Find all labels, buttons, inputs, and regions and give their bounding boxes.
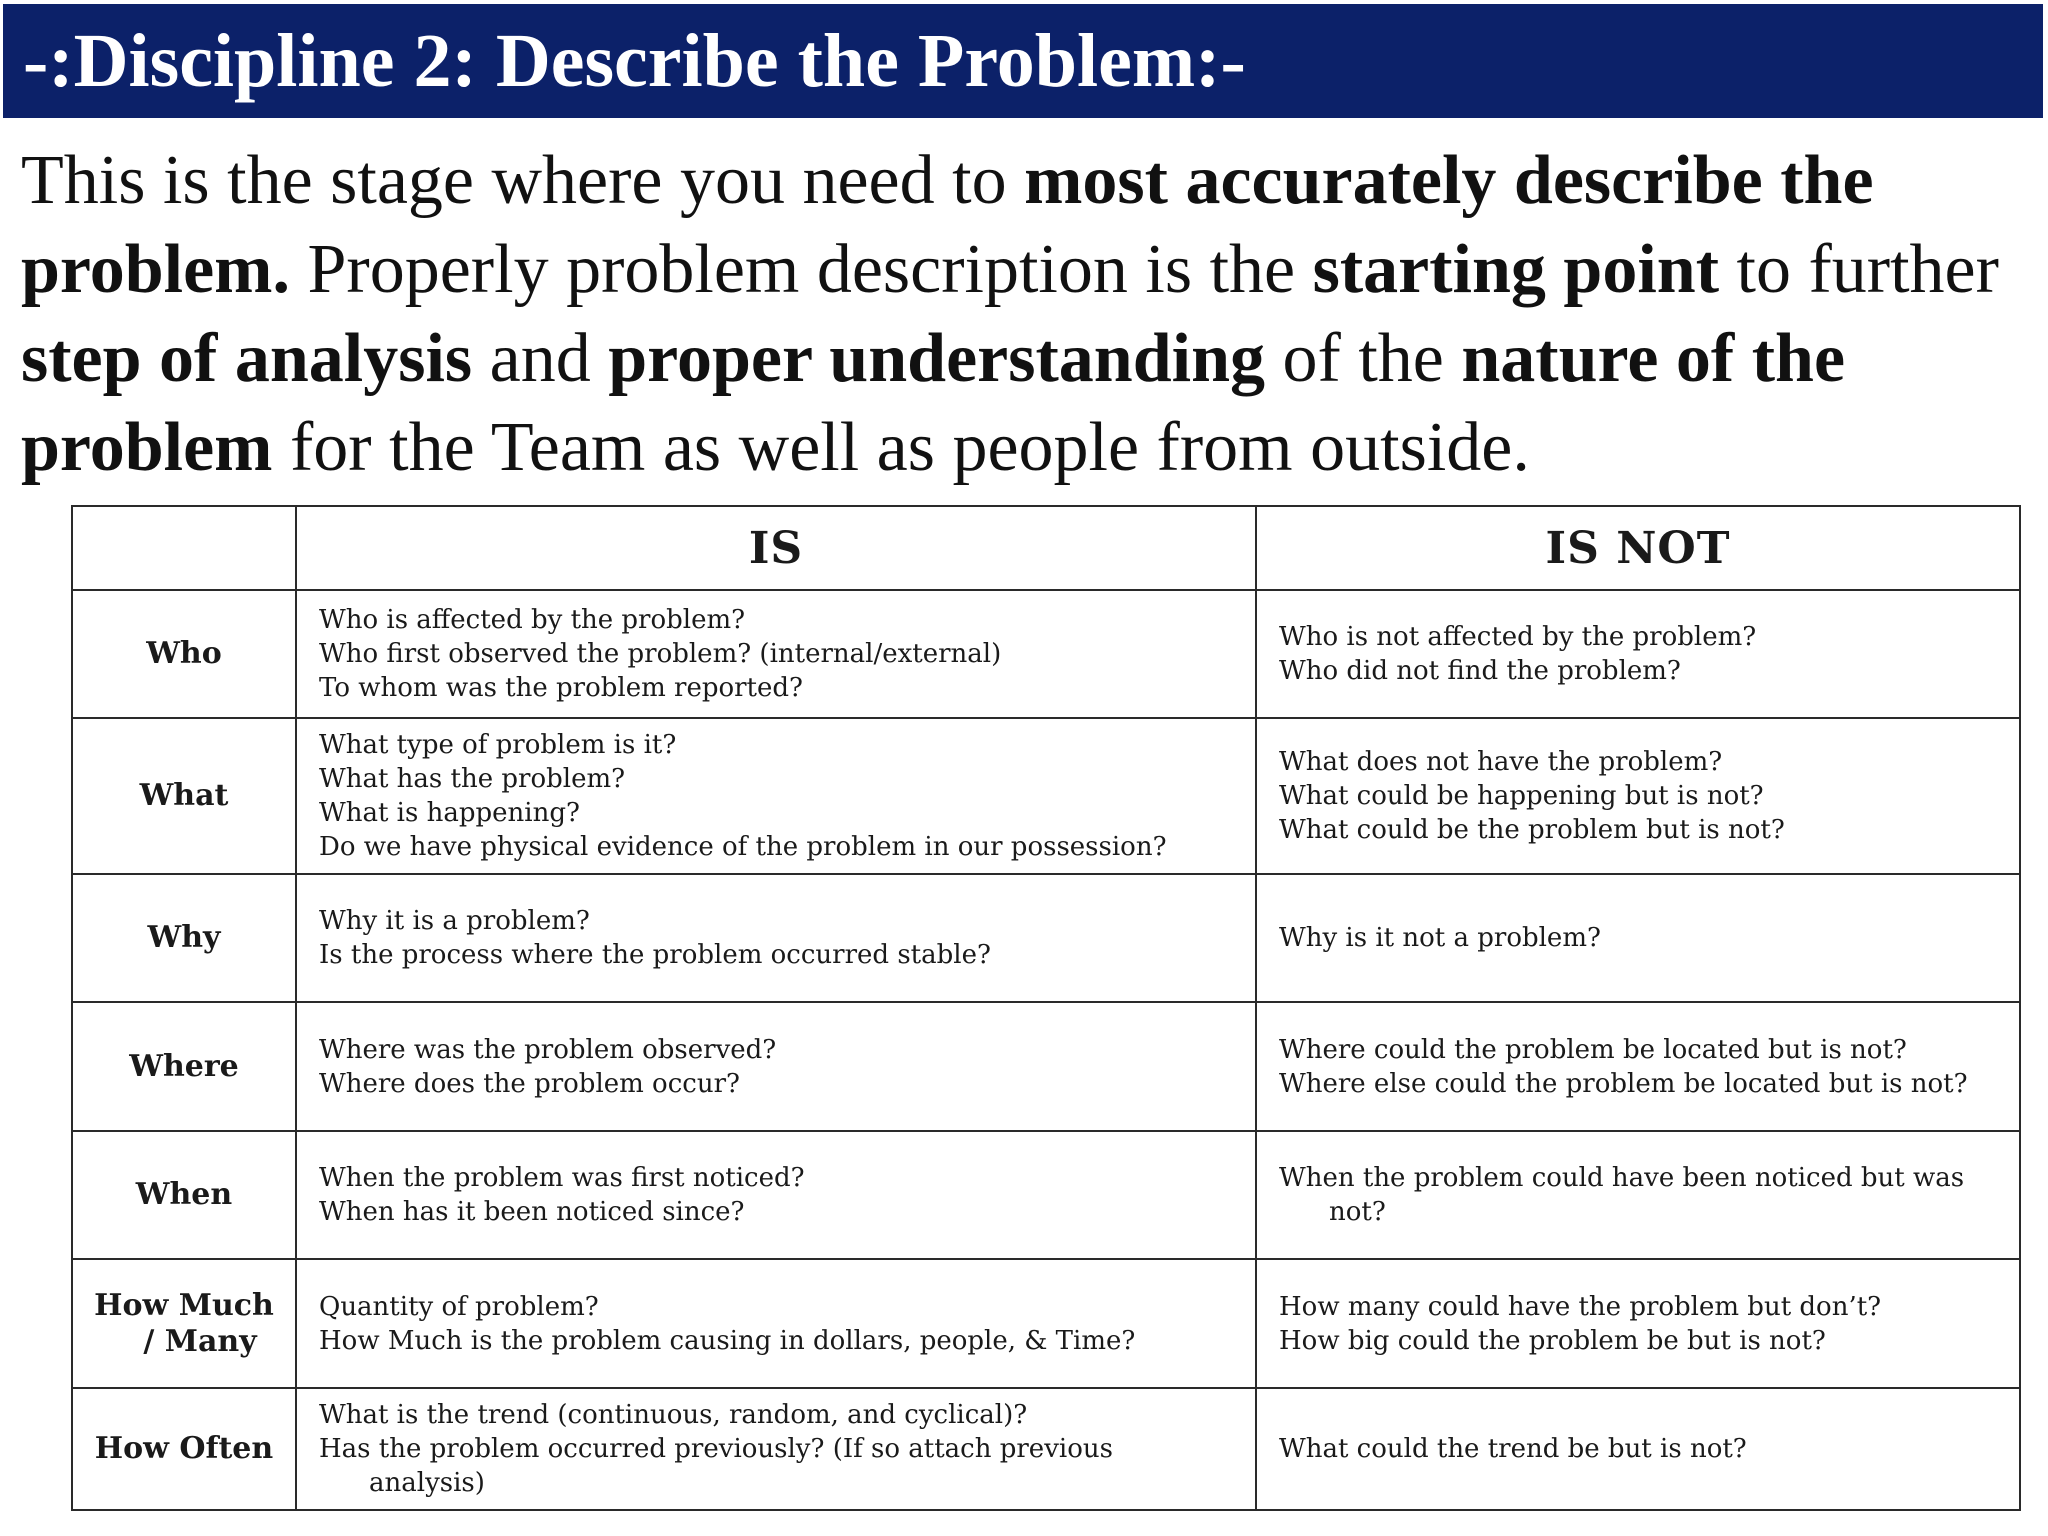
intro-emphasis: starting point bbox=[1312, 231, 1720, 308]
row-label bbox=[72, 1131, 296, 1259]
cell-line: What type of problem is it? bbox=[319, 730, 677, 760]
header-is-not: IS NOT bbox=[1256, 506, 2020, 590]
cell-line: Why it is a problem? bbox=[319, 906, 590, 936]
is-cell bbox=[296, 1002, 1256, 1131]
is-cell bbox=[296, 1259, 1256, 1388]
intro-paragraph bbox=[21, 136, 2031, 492]
cell-line: What is the trend (continuous, random, and cyclical)? bbox=[319, 1400, 1028, 1430]
intro-emphasis: nature of the problem bbox=[21, 320, 1846, 486]
table-header-row bbox=[72, 506, 2020, 590]
cell-line: When has it been noticed since? bbox=[319, 1197, 745, 1227]
intro-text: Properly problem description is the bbox=[290, 231, 1313, 308]
slide-title: -:Discipline 2: Describe the Problem:- bbox=[3, 4, 2043, 118]
table-body bbox=[72, 590, 2020, 1510]
row-label bbox=[72, 874, 296, 1002]
intro-text: of the bbox=[1265, 320, 1462, 397]
is-not-cell bbox=[1256, 1259, 2020, 1388]
row-label-line: / Many bbox=[143, 1323, 257, 1359]
is-cell bbox=[296, 1131, 1256, 1259]
cell-line: Quantity of problem? bbox=[319, 1291, 599, 1322]
row-label-line: What bbox=[139, 778, 229, 813]
cell-line: What could be the problem but is not? bbox=[1279, 815, 1785, 845]
cell-line: Is the process where the problem occurred stable? bbox=[319, 940, 991, 970]
cell-line: Where was the problem observed? bbox=[319, 1034, 777, 1065]
cell-line: What could the trend be but is not? bbox=[1279, 1434, 1747, 1464]
is-not-cell bbox=[1256, 718, 2020, 874]
is-cell bbox=[296, 874, 1256, 1002]
table-row bbox=[72, 874, 2020, 1002]
table-row bbox=[72, 590, 2020, 718]
cell-line: What is happening? bbox=[319, 798, 580, 828]
intro-emphasis: step of analysis bbox=[21, 320, 473, 397]
is-not-cell bbox=[1256, 1131, 2020, 1259]
is-cell bbox=[296, 718, 1256, 874]
cell-line: What does not have the problem? bbox=[1279, 747, 1723, 777]
row-label bbox=[72, 1259, 296, 1388]
cell-line: How big could the problem be but is not? bbox=[1279, 1325, 1826, 1356]
row-label-line: Who bbox=[146, 636, 222, 671]
table-row bbox=[72, 718, 2020, 874]
row-label-line: How Much bbox=[94, 1287, 274, 1323]
is-is-not-table bbox=[71, 505, 2021, 1511]
table-row bbox=[72, 1002, 2020, 1131]
row-label bbox=[72, 590, 296, 718]
intro-text: for the Team as well as people from outside. bbox=[272, 409, 1530, 486]
row-label-line: How Often bbox=[94, 1431, 274, 1466]
intro-text: to further bbox=[1719, 231, 1999, 308]
is-not-cell bbox=[1256, 874, 2020, 1002]
cell-line: When the problem could have been noticed but was bbox=[1279, 1163, 1965, 1193]
row-label bbox=[72, 1388, 296, 1510]
intro-text: This is the stage where you need to bbox=[21, 142, 1025, 219]
table-row bbox=[72, 1388, 2020, 1510]
cell-line: not? bbox=[1329, 1197, 1386, 1227]
row-label bbox=[72, 1002, 296, 1131]
table-row bbox=[72, 1259, 2020, 1388]
is-not-cell bbox=[1256, 1002, 2020, 1131]
intro-emphasis: most accurately describe the problem. bbox=[21, 142, 1874, 308]
header-corner bbox=[72, 506, 296, 590]
intro-emphasis: proper understanding bbox=[608, 320, 1266, 397]
cell-line: analysis) bbox=[369, 1468, 485, 1498]
cell-line: How many could have the problem but don’t? bbox=[1279, 1291, 1882, 1322]
cell-line: When the problem was first noticed? bbox=[319, 1163, 805, 1193]
is-not-cell bbox=[1256, 1388, 2020, 1510]
cell-line: Who is not affected by the problem? bbox=[1279, 622, 1757, 652]
header-is: IS bbox=[296, 506, 1256, 590]
cell-line: Where could the problem be located but is not? bbox=[1279, 1034, 1907, 1065]
is-cell bbox=[296, 1388, 1256, 1510]
cell-line: Who did not find the problem? bbox=[1279, 656, 1681, 686]
row-label-line: When bbox=[135, 1177, 233, 1212]
cell-line: Who first observed the problem? (internal/external) bbox=[319, 639, 1002, 669]
row-label-line: Where bbox=[129, 1048, 239, 1084]
cell-line: Where does the problem occur? bbox=[319, 1068, 740, 1099]
cell-line: What could be happening but is not? bbox=[1279, 781, 1764, 811]
cell-line: What has the problem? bbox=[319, 764, 626, 794]
cell-line: To whom was the problem reported? bbox=[319, 673, 803, 703]
cell-line: Where else could the problem be located but is not? bbox=[1279, 1068, 1968, 1099]
row-label-line: Why bbox=[147, 920, 221, 955]
is-cell bbox=[296, 590, 1256, 718]
cell-line: Why is it not a problem? bbox=[1279, 923, 1601, 953]
intro-text: and bbox=[472, 320, 609, 397]
table-row bbox=[72, 1131, 2020, 1259]
cell-line: Do we have physical evidence of the problem in our possession? bbox=[319, 832, 1167, 862]
cell-line: How Much is the problem causing in dollars, people, & Time? bbox=[319, 1325, 1136, 1356]
row-label bbox=[72, 718, 296, 874]
is-not-cell bbox=[1256, 590, 2020, 718]
cell-line: Has the problem occurred previously? (If so attach previous bbox=[319, 1434, 1113, 1464]
cell-line: Who is affected by the problem? bbox=[319, 605, 746, 635]
